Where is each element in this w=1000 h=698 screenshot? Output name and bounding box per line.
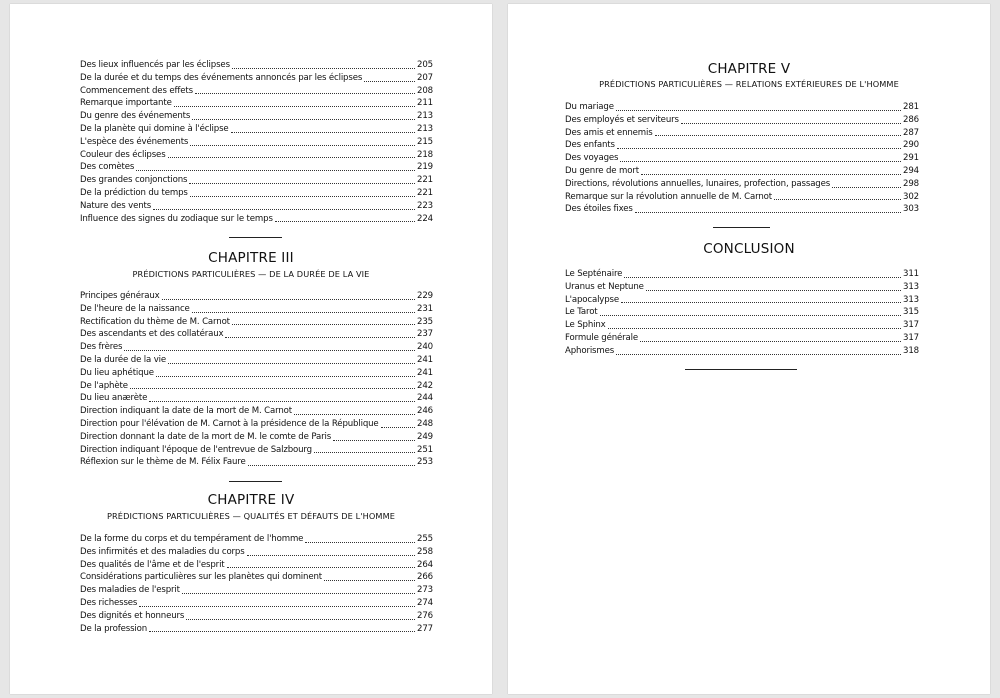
toc-entry xyxy=(565,319,919,332)
toc-entry-title: De la profession xyxy=(80,623,148,634)
dot-leader xyxy=(182,593,415,594)
toc-entry-page: 213 xyxy=(417,111,433,122)
toc-entry-page: 215 xyxy=(417,136,433,147)
dot-leader xyxy=(168,363,415,364)
conclusion-toc-list xyxy=(565,268,919,358)
section-divider xyxy=(229,237,282,238)
dot-leader xyxy=(620,161,901,162)
toc-entry-page: 240 xyxy=(417,342,433,353)
toc-entry-page: 315 xyxy=(903,307,919,318)
dot-leader xyxy=(616,354,901,355)
dot-leader xyxy=(275,221,415,222)
dot-leader xyxy=(124,350,415,351)
toc-entry-title: De l'heure de la naissance xyxy=(80,303,190,314)
toc-entry-page: 241 xyxy=(417,354,433,365)
dot-leader xyxy=(136,170,415,171)
dot-leader xyxy=(195,93,415,94)
toc-entry-page: 277 xyxy=(417,623,433,634)
toc-entry-page: 303 xyxy=(903,204,919,215)
toc-entry-title: Le Septénaire xyxy=(565,269,623,279)
toc-entry-page: 276 xyxy=(417,610,433,621)
toc-entry-title: Commencement des effets xyxy=(80,85,193,96)
toc-entry-title: Du lieu anærète xyxy=(80,393,148,404)
dot-leader xyxy=(225,337,415,338)
dot-leader xyxy=(248,465,415,466)
toc-entry-page: 223 xyxy=(417,200,433,211)
dot-leader xyxy=(231,132,415,133)
toc-entry xyxy=(565,294,919,307)
toc-entry xyxy=(565,178,919,191)
toc-entry-page: 237 xyxy=(417,329,433,340)
dot-leader xyxy=(646,290,901,291)
toc-entry-page: 294 xyxy=(903,165,919,176)
dot-leader xyxy=(232,68,415,69)
toc-entry-page: 253 xyxy=(417,457,433,468)
toc-entry-page: 264 xyxy=(417,559,433,570)
toc-entry-title: Considérations particulières sur les planètes qui dominent xyxy=(80,572,322,583)
toc-entry-page: 302 xyxy=(903,191,919,202)
toc-entry xyxy=(80,213,433,226)
section-divider xyxy=(713,227,770,228)
toc-entry-page: 291 xyxy=(903,153,919,164)
toc-entry xyxy=(80,584,433,597)
toc-entry-title: De la prédiction du temps xyxy=(80,187,188,198)
toc-entry-title: Uranus et Neptune xyxy=(565,281,644,292)
toc-entry-page: 218 xyxy=(417,149,433,160)
toc-entry-page: 318 xyxy=(903,345,919,356)
toc-entry-title: De la durée et du temps des événements annoncés par les éclipses xyxy=(80,72,363,83)
toc-entry-title: Le Tarot xyxy=(565,307,598,318)
toc-entry xyxy=(80,149,433,162)
toc-entry-page: 313 xyxy=(903,281,919,292)
dot-leader xyxy=(655,135,901,136)
toc-entry xyxy=(565,114,919,127)
chapter-3-title: CHAPITRE III xyxy=(208,250,294,266)
dot-leader xyxy=(774,199,901,200)
toc-entry xyxy=(80,380,433,393)
left-page xyxy=(10,4,492,694)
toc-entry-page: 286 xyxy=(903,114,919,125)
toc-entry-page: 224 xyxy=(417,213,433,224)
toc-entry-page: 255 xyxy=(417,534,433,544)
toc-entry xyxy=(80,97,433,110)
dot-leader xyxy=(130,388,415,389)
toc-entry-page: 229 xyxy=(417,291,433,301)
toc-entry xyxy=(80,341,433,354)
toc-entry xyxy=(565,306,919,319)
toc-entry-page: 266 xyxy=(417,572,433,583)
dot-leader xyxy=(681,123,901,124)
toc-entry xyxy=(80,200,433,213)
toc-entry xyxy=(565,152,919,165)
toc-entry xyxy=(80,444,433,457)
toc-entry xyxy=(565,127,919,140)
chapter-4-subtitle: PRÉDICTIONS PARTICULIÈRES — QUALITÉS ET DÉFAUTS DE L'HOMME xyxy=(106,511,396,521)
dot-leader xyxy=(832,187,901,188)
dot-leader xyxy=(149,401,415,402)
dot-leader xyxy=(247,555,415,556)
toc-entry-page: 244 xyxy=(417,393,433,404)
dot-leader xyxy=(186,619,415,620)
toc-entry-title: De l'aphète xyxy=(80,380,128,391)
toc-entry-title: De la planète qui domine à l'éclipse xyxy=(80,123,229,134)
dot-leader xyxy=(156,376,415,377)
dot-leader xyxy=(364,81,415,82)
toc-entry xyxy=(80,418,433,431)
conclusion-title: CONCLUSION xyxy=(703,241,795,257)
toc-entry-page: 235 xyxy=(417,316,433,327)
toc-entry xyxy=(80,72,433,85)
toc-entry-page: 290 xyxy=(903,140,919,151)
toc-entry xyxy=(80,623,433,636)
dot-leader xyxy=(621,302,901,303)
toc-entry-page: 281 xyxy=(903,102,919,112)
toc-entry-title: Des frères xyxy=(80,342,123,353)
toc-entry-title: L'espèce des événements xyxy=(80,136,189,147)
toc-entry xyxy=(80,559,433,572)
dot-leader xyxy=(624,277,901,278)
toc-entry xyxy=(565,332,919,345)
toc-entry-page: 313 xyxy=(903,294,919,305)
toc-entry xyxy=(80,431,433,444)
dot-leader xyxy=(153,209,415,210)
end-divider xyxy=(685,369,797,370)
toc-entry-page: 213 xyxy=(417,123,433,134)
dot-leader xyxy=(305,542,415,543)
toc-entry xyxy=(565,281,919,294)
toc-entry-title: Formule générale xyxy=(565,332,639,343)
toc-entry xyxy=(565,268,919,281)
toc-entry-page: 207 xyxy=(417,72,433,83)
toc-entry-page: 221 xyxy=(417,187,433,198)
toc-entry-title: Remarque sur la révolution annuelle de M. Carnot xyxy=(565,191,772,202)
toc-entry xyxy=(80,110,433,123)
toc-entry-page: 211 xyxy=(417,98,433,109)
dot-leader xyxy=(174,106,415,107)
toc-entry xyxy=(565,139,919,152)
toc-entry-page: 274 xyxy=(417,597,433,608)
toc-entry xyxy=(80,354,433,367)
chapter-4-title: CHAPITRE IV xyxy=(207,492,295,508)
toc-entry-title: De la forme du corps et du tempérament de l'homme xyxy=(80,534,304,544)
toc-entry-page: 317 xyxy=(903,332,919,343)
dot-leader xyxy=(314,452,415,453)
eclipses-toc-list xyxy=(80,59,433,225)
toc-entry xyxy=(80,546,433,559)
toc-entry xyxy=(80,136,433,149)
toc-entry xyxy=(80,456,433,469)
toc-entry-page: 287 xyxy=(903,127,919,138)
dot-leader xyxy=(616,110,901,111)
toc-entry xyxy=(80,392,433,405)
toc-entry-page: 205 xyxy=(417,60,433,70)
toc-entry-title: Des enfants xyxy=(565,140,615,151)
toc-entry-title: Le Sphinx xyxy=(565,320,606,331)
toc-entry-title: Des dignités et honneurs xyxy=(80,610,185,621)
dot-leader xyxy=(149,631,415,632)
toc-entry-title: Des grandes conjonctions xyxy=(80,175,188,186)
toc-entry xyxy=(80,303,433,316)
toc-entry-page: 246 xyxy=(417,406,433,417)
toc-entry-title: Aphorismes xyxy=(565,345,615,356)
toc-entry-page: 251 xyxy=(417,444,433,455)
dot-leader xyxy=(333,440,415,441)
toc-entry-page: 273 xyxy=(417,585,433,596)
toc-entry-page: 248 xyxy=(417,418,433,429)
right-page xyxy=(508,4,990,694)
dot-leader xyxy=(381,427,415,428)
chapter-3-subtitle: PRÉDICTIONS PARTICULIÈRES — DE LA DURÉE DE LA VIE xyxy=(132,269,370,279)
toc-entry xyxy=(80,316,433,329)
toc-entry-page: 317 xyxy=(903,320,919,331)
toc-entry-page: 298 xyxy=(903,178,919,189)
toc-entry-page: 241 xyxy=(417,367,433,378)
toc-entry xyxy=(565,203,919,216)
toc-entry-title: Des amis et ennemis xyxy=(565,127,653,138)
toc-entry xyxy=(80,187,433,200)
toc-entry xyxy=(80,405,433,418)
dot-leader xyxy=(190,196,415,197)
toc-entry-title: Des employés et serviteurs xyxy=(565,114,679,125)
toc-entry xyxy=(80,59,433,72)
section-divider xyxy=(229,481,282,482)
toc-entry-title: Du genre de mort xyxy=(565,165,639,176)
toc-entry-page: 311 xyxy=(903,269,919,279)
toc-entry-title: Du genre des événements xyxy=(80,111,191,122)
toc-entry-page: 249 xyxy=(417,431,433,442)
dot-leader xyxy=(608,328,901,329)
toc-entry-title: Directions, révolutions annuelles, lunaires, profection, passages xyxy=(565,178,831,189)
toc-entry-title: Des ascendants et des collatéraux xyxy=(80,329,224,340)
dot-leader xyxy=(227,567,415,568)
chapter-5-subtitle: PRÉDICTIONS PARTICULIÈRES — RELATIONS EXTÉRIEURES DE L'HOMME xyxy=(599,79,899,89)
toc-entry-title: Des qualités de l'âme et de l'esprit xyxy=(80,559,225,570)
toc-entry xyxy=(80,174,433,187)
toc-entry-title: Des maladies de l'esprit xyxy=(80,585,180,596)
toc-entry-title: Principes généraux xyxy=(80,291,160,301)
toc-entry-title: Rectification du thème de M. Carnot xyxy=(80,316,230,327)
toc-entry-title: Direction indiquant l'époque de l'entrevue de Salzbourg xyxy=(80,444,312,455)
dot-leader xyxy=(192,119,415,120)
toc-entry xyxy=(565,101,919,114)
chapter-5-toc-list xyxy=(565,101,919,216)
dot-leader xyxy=(640,341,901,342)
toc-entry xyxy=(80,367,433,380)
chapter-3-toc-list xyxy=(80,290,433,469)
dot-leader xyxy=(192,312,415,313)
toc-entry xyxy=(80,328,433,341)
dot-leader xyxy=(617,148,901,149)
chapter-4-toc-list xyxy=(80,533,433,635)
toc-entry-title: De la durée de la vie xyxy=(80,354,167,365)
toc-entry-title: Des comètes xyxy=(80,162,135,173)
dot-leader xyxy=(139,606,415,607)
toc-entry-title: Des richesses xyxy=(80,597,138,608)
toc-entry-title: Direction pour l'élévation de M. Carnot à la présidence de la République xyxy=(80,418,379,429)
dot-leader xyxy=(190,145,415,146)
toc-entry xyxy=(80,85,433,98)
toc-entry-title: Des lieux influencés par les éclipses xyxy=(80,60,230,70)
toc-entry xyxy=(80,161,433,174)
toc-entry xyxy=(565,345,919,358)
toc-entry-title: Du mariage xyxy=(565,102,614,112)
toc-entry-title: Des voyages xyxy=(565,153,619,164)
toc-entry xyxy=(80,123,433,136)
toc-entry xyxy=(565,191,919,204)
dot-leader xyxy=(232,324,415,325)
dot-leader xyxy=(294,414,415,415)
toc-entry-page: 208 xyxy=(417,85,433,96)
toc-entry-title: Direction donnant la date de la mort de M. le comte de Paris xyxy=(80,431,332,442)
toc-entry-title: L'apocalypse xyxy=(565,294,620,305)
toc-entry-title: Couleur des éclipses xyxy=(80,149,166,160)
toc-entry-title: Influence des signes du zodiaque sur le temps xyxy=(80,213,273,224)
dot-leader xyxy=(641,174,901,175)
toc-entry-title: Direction indiquant la date de la mort de M. Carnot xyxy=(80,406,292,417)
dot-leader xyxy=(168,157,415,158)
dot-leader xyxy=(162,299,415,300)
toc-entry-page: 231 xyxy=(417,303,433,314)
toc-entry-title: Du lieu aphétique xyxy=(80,367,154,378)
dot-leader xyxy=(635,212,901,213)
toc-entry xyxy=(80,290,433,303)
toc-entry-page: 258 xyxy=(417,546,433,557)
toc-entry-page: 242 xyxy=(417,380,433,391)
toc-entry-title: Des infirmités et des maladies du corps xyxy=(80,546,245,557)
toc-entry-title: Des étoiles fixes xyxy=(565,204,633,215)
toc-entry xyxy=(80,571,433,584)
chapter-5-title: CHAPITRE V xyxy=(707,61,791,77)
toc-entry-page: 219 xyxy=(417,162,433,173)
toc-entry xyxy=(80,533,433,546)
toc-entry xyxy=(80,610,433,623)
toc-entry-title: Nature des vents xyxy=(80,200,152,211)
toc-entry-title: Remarque importante xyxy=(80,98,172,109)
toc-entry xyxy=(80,597,433,610)
dot-leader xyxy=(324,580,415,581)
toc-entry-title: Réflexion sur le thème de M. Félix Faure xyxy=(80,457,246,468)
dot-leader xyxy=(189,183,415,184)
toc-entry xyxy=(565,165,919,178)
toc-entry-page: 221 xyxy=(417,175,433,186)
dot-leader xyxy=(600,315,901,316)
